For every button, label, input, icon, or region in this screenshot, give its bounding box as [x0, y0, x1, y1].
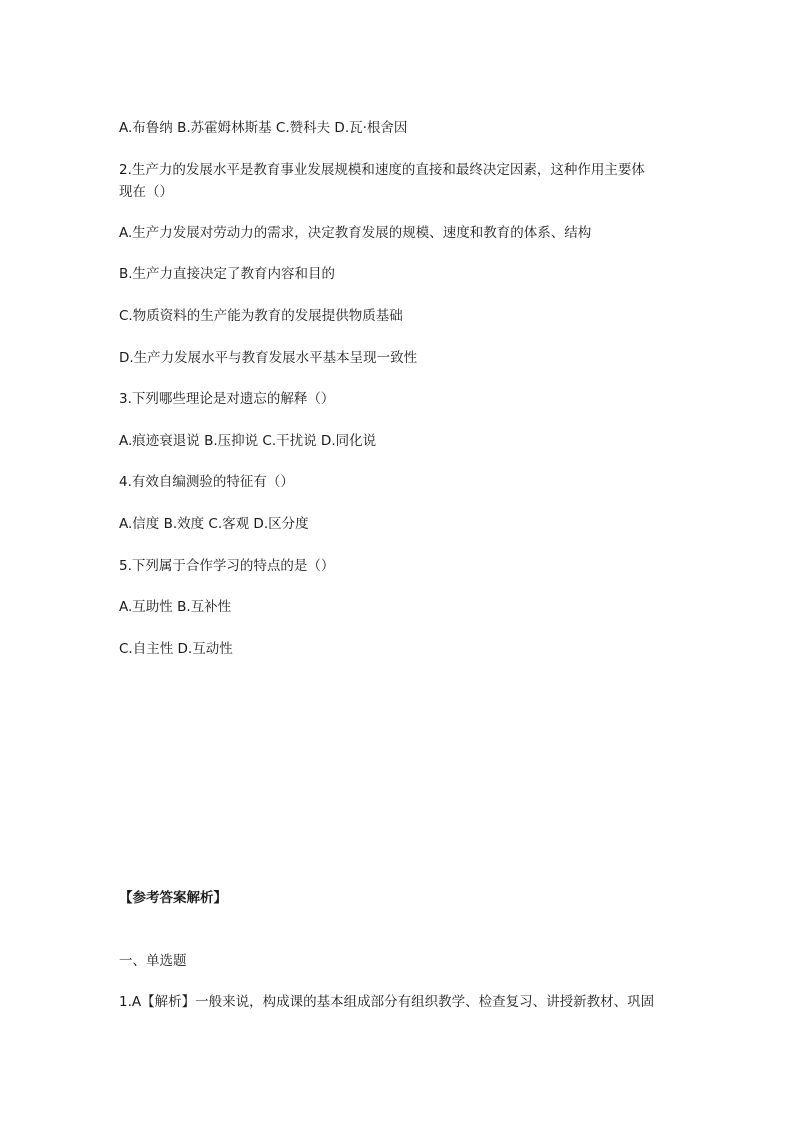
- q4-options: A.信度 B.效度 C.客观 D.区分度: [119, 516, 309, 532]
- answer-1-text: 1.A【解析】一般来说，构成课的基本组成部分有组织教学、检查复习、讲授新教材、巩固: [119, 994, 655, 1010]
- q2-option-b: B.生产力直接决定了教育内容和目的: [119, 266, 336, 282]
- q3-options: A.痕迹衰退说 B.压抑说 C.干扰说 D.同化说: [119, 433, 377, 449]
- q5-options-2: C.自主性 D.互动性: [119, 641, 233, 657]
- answers-heading: 【参考答案解析】: [119, 890, 227, 906]
- q3-stem: 3.下列哪些理论是对遗忘的解释（）: [119, 391, 335, 407]
- q2-stem-line2: 现在（）: [119, 184, 173, 200]
- q5-stem: 5.下列属于合作学习的特点的是（）: [119, 558, 335, 574]
- q5-options-1: A.互助性 B.互补性: [119, 599, 232, 615]
- q4-stem: 4.有效自编测验的特征有（）: [119, 474, 294, 490]
- answers-section-title: 一、单选题: [119, 953, 187, 969]
- q2-option-d: D.生产力发展水平与教育发展水平基本呈现一致性: [119, 350, 418, 366]
- q1-options: A.布鲁纳 B.苏霍姆林斯基 C.赞科夫 D.瓦·根舍因: [119, 120, 408, 136]
- q2-stem-line1: 2.生产力的发展水平是教育事业发展规模和速度的直接和最终决定因素，这种作用主要体: [119, 162, 645, 178]
- q2-option-c: C.物质资料的生产能为教育的发展提供物质基础: [119, 308, 403, 324]
- q2-option-a: A.生产力发展对劳动力的需求，决定教育发展的规模、速度和教育的体系、结构: [119, 225, 592, 241]
